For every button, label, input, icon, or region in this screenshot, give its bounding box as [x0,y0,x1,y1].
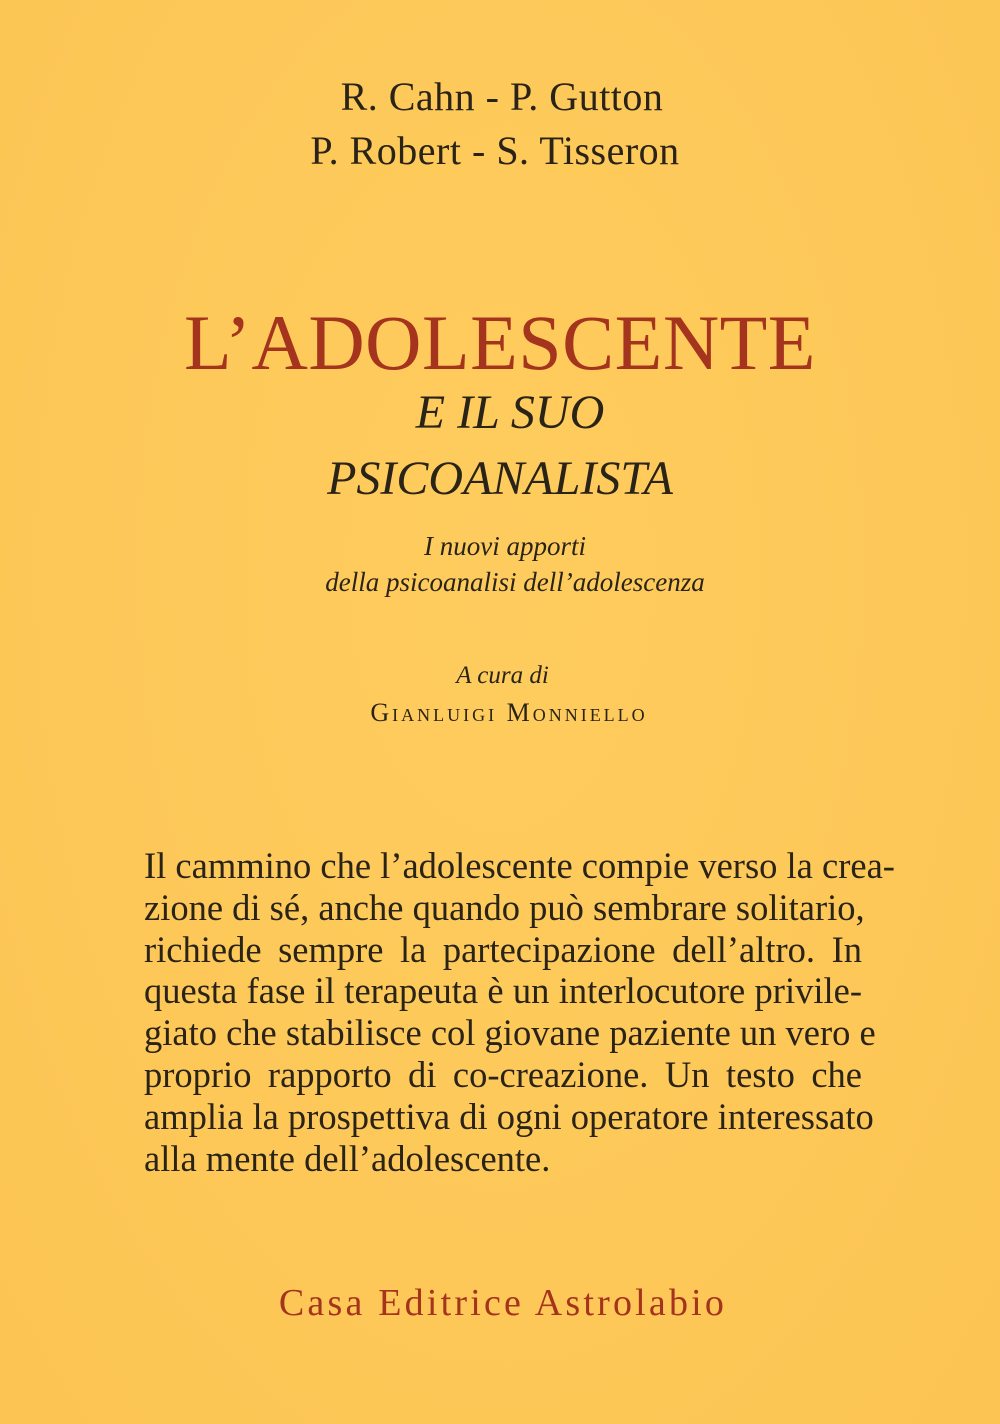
blurb-line: questa fase il terapeuta è un interlocutore privile- [144,970,862,1012]
publisher-name: Casa Editrice Astrolabio [278,1282,728,1324]
blurb-line: zione di sé, anche quando può sembrare solitario, [144,886,865,928]
blurb-line: proprio rapporto di co-creazione. Un testo che [144,1053,862,1095]
authors-line-1: R. Cahn - P. Gutton [340,74,664,119]
blurb-line: amplia la prospettiva di ogni operatore interessato [144,1095,874,1137]
book-title: L’ADOLESCENTE [184,299,816,386]
subtitle-line-2: PSICOANALISTA [327,452,673,505]
subtitle-line-1: E IL SUO [415,386,605,439]
editor-name: Gianluigi Monniello [370,698,648,727]
book-subtitle [0,380,1000,512]
authors-line-2: P. Robert - S. Tisseron [310,128,680,173]
authors [0,70,1000,178]
editor-label: A cura di [456,662,549,689]
tagline-line-1: I nuovi apporti [424,531,586,561]
tagline-line-2: della psicoanalisi dell’adolescenza [325,567,705,597]
blurb-line: richiede sempre la partecipazione dell’altro. In [144,928,862,970]
blurb-line: Il cammino che l’adolescente compie verso la crea- [144,845,895,886]
blurb-line: alla mente dell’adolescente. [144,1137,551,1179]
book-tagline [0,528,1000,600]
blurb-line: giato che stabilisce col giovane paziente un vero e [144,1012,876,1054]
blurb-paragraph [144,845,895,1179]
